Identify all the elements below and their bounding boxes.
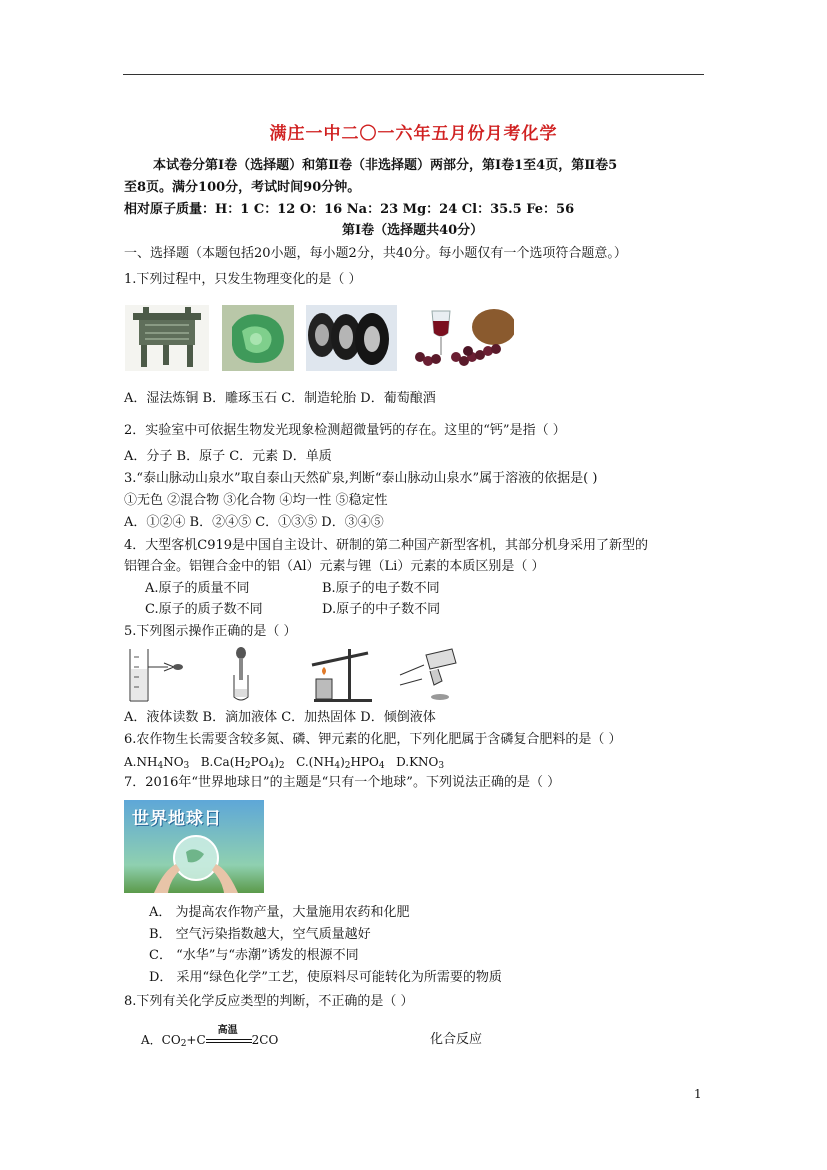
q5-stem: 5.下列图示操作正确的是（ ）	[124, 624, 297, 639]
q6-option-d: $D.KNO_3$	[396, 755, 445, 771]
q2-stem: 2．实验室中可依据生物发光现象检测超微量钙的存在。这里的“钙”是指（ ）	[124, 423, 566, 438]
grape-wine-image	[410, 305, 514, 371]
section1-heading: 一、选择题（本题包括20小题，每小题2分，共40分。每小题仅有一个选项符合题意。）	[124, 246, 627, 261]
q8-option-a-equation: A．$CO_2+C$ 高温 2CO	[141, 1031, 278, 1053]
q4-stem-line-1: 4．大型客机C919是中国自主设计、研制的第二种国产新型客机，其部分机身采用了新型的	[124, 538, 649, 553]
pouring-liquid-diagram	[396, 645, 462, 703]
q8-option-a-type: 化合反应	[430, 1032, 483, 1047]
q3-options: A．①②④ B．②④⑤ C．①③⑤ D．③④⑤	[124, 515, 384, 530]
q1-options: A．湿法炼铜 B．雕琢玉石 C．制造轮胎 D．葡萄酿酒	[124, 391, 436, 406]
q6-option-b: $B.Ca(H_2PO_4)_2$	[200, 755, 285, 771]
q8-stem: 8.下列有关化学反应类型的判断，不正确的是（ ）	[124, 994, 414, 1009]
q4-stem-line-2: 铝锂合金。铝锂合金中的铝（Al）元素与锂（Li）元素的本质区别是（ ）	[124, 559, 545, 574]
q1-stem: 1.下列过程中，只发生物理变化的是（ ）	[124, 272, 362, 287]
atomic-mass-line: 相对原子质量：H：1 C：12 O：16 Na：23 Mg：24 Cl：35.5 Fe：56	[124, 202, 575, 217]
q5-options: A．液体读数 B．滴加液体 C．加热固体 D．倾倒液体	[124, 710, 436, 725]
q3-items: ①无色 ②混合物 ③化合物 ④均一性 ⑤稳定性	[124, 493, 388, 508]
reaction-arrow	[206, 1024, 252, 1048]
tires-image	[306, 305, 397, 371]
q6-options	[124, 753, 444, 775]
q6-stem: 6.农作物生长需要含较多氮、磷、钾元素的化肥，下列化肥属于含磷复合肥料的是（ ）	[124, 732, 622, 747]
q4-option-a: A.原子的质量不同	[145, 581, 250, 596]
q7-stem: 7．2016年“世界地球日”的主题是“只有一个地球”。下列说法正确的是（ ）	[124, 775, 561, 790]
heating-solid-diagram	[308, 645, 378, 703]
intro-line-2: 至8页。满分100分，考试时间90分钟。	[124, 180, 361, 195]
q4-option-c: C.原子的质子数不同	[145, 602, 263, 617]
q7-option-d: D． 采用“绿色化学”工艺，使原料尽可能转化为所需要的物质	[149, 970, 502, 985]
header-rule	[123, 74, 704, 75]
q7-option-c: C． “水华”与“赤潮”诱发的根源不同	[149, 948, 359, 963]
q4-option-d: D.原子的中子数不同	[322, 602, 441, 617]
exam-title: 满庄一中二〇一六年五月份月考化学	[269, 124, 558, 144]
q7-option-b: B． 空气污染指数越大，空气质量越好	[149, 927, 371, 942]
q4-option-b: B.原子的电子数不同	[322, 581, 440, 596]
jade-carving-image	[222, 305, 294, 371]
dropper-diagram	[226, 645, 256, 703]
q6-option-a: $A.NH_4NO_3$	[124, 755, 190, 771]
liquid-reading-diagram	[124, 645, 186, 703]
intro-line-1: 本试卷分第Ⅰ卷（选择题）和第Ⅱ卷（非选择题）两部分，第Ⅰ卷1至4页，第Ⅱ卷5	[153, 158, 618, 173]
q6-option-c: $C.(NH_4)_2HPO_4$	[296, 755, 385, 771]
bronze-ding-image	[125, 305, 209, 371]
reaction-condition: 高温	[217, 1024, 238, 1036]
earth-day-banner-text: 世界地球日	[132, 809, 222, 829]
q3-stem: 3.“泰山脉动山泉水”取自泰山天然矿泉,判断“泰山脉动山泉水”属于溶液的依据是( )	[124, 471, 598, 486]
earth-day-image	[124, 800, 264, 893]
part1-title: 第Ⅰ卷（选择题共40分）	[342, 223, 484, 238]
q2-options: A．分子 B．原子 C．元素 D．单质	[124, 449, 332, 464]
q7-option-a: A． 为提高农作物产量，大量施用农药和化肥	[149, 905, 410, 920]
page-number: 1	[694, 1087, 702, 1101]
